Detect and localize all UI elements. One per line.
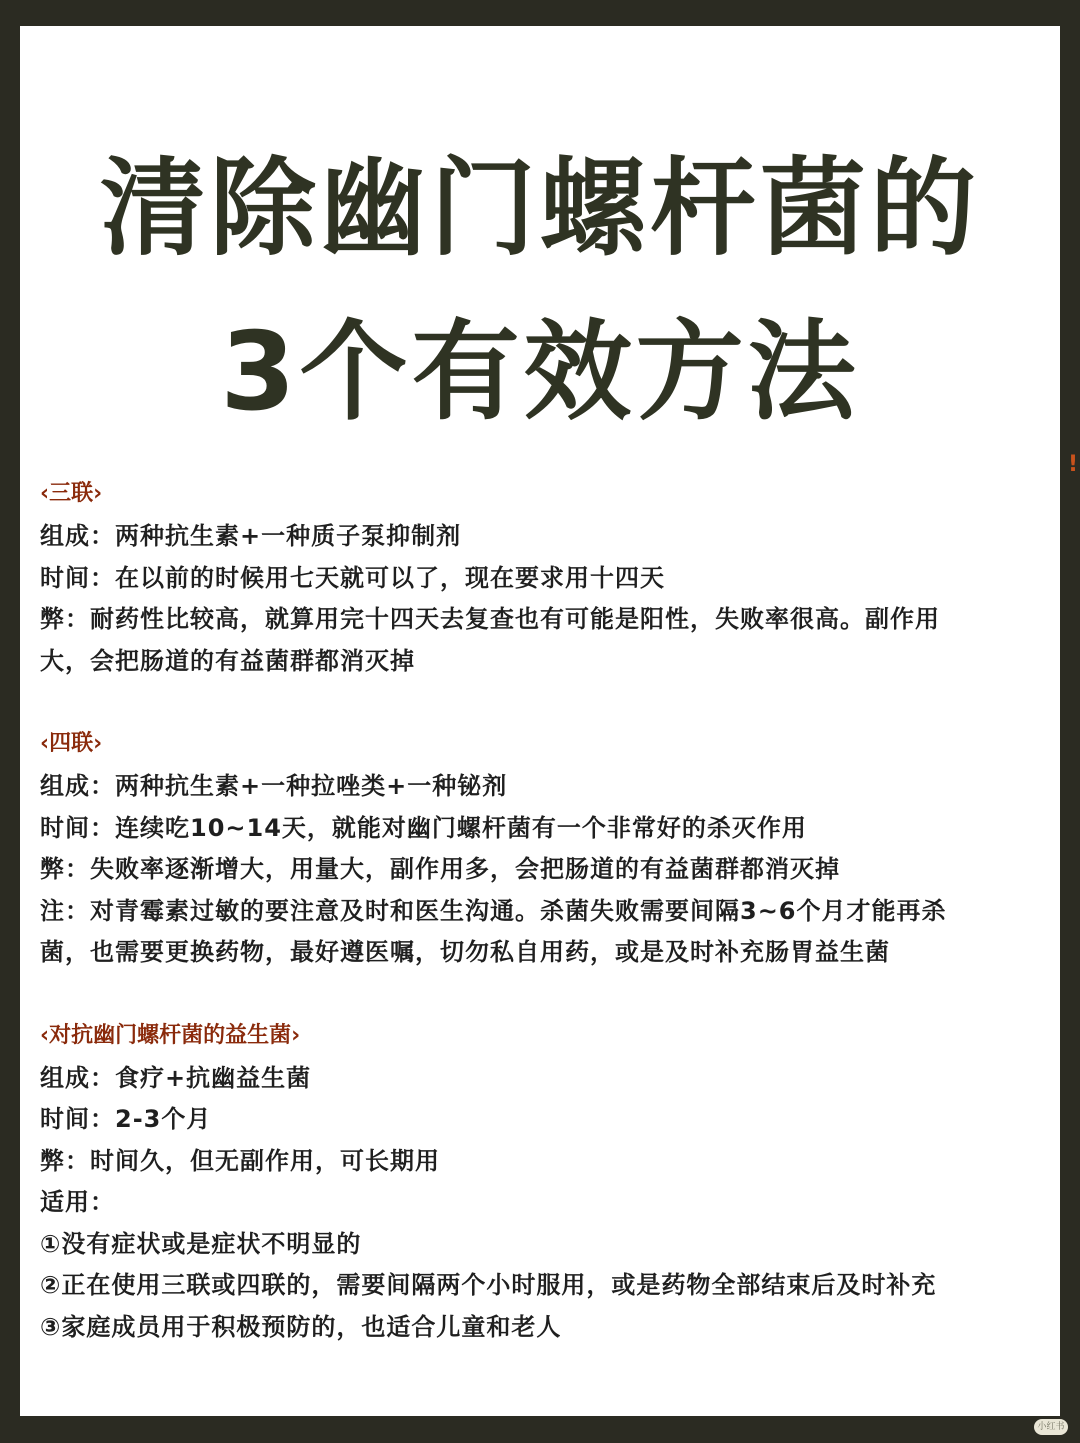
text-line: 时间：连续吃10~14天，就能对幽门螺杆菌有一个非常好的杀灭作用 [40,813,807,842]
text-line: 弊：耐药性比较高，就算用完十四天去复查也有可能是阳性，失败率很高。副作用 [40,605,940,633]
text-line: 组成：两种抗生素+一种质子泵抑制剂 [40,522,462,550]
text-line: 时间：在以前的时候用七天就可以了，现在要求用十四天 [40,563,665,592]
content-card [20,26,1060,1416]
text-line: 时间：2-3个月 [40,1105,212,1133]
article-body [40,472,1050,1388]
side-exclamation-mark: ! [1067,452,1078,477]
page-title-line-2: 3个有效方法 [220,310,860,435]
text-line: 弊：失败率逐渐增大，用量大，副作用多，会把肠道的有益菌群都消灭掉 [40,855,840,883]
text-line: 菌，也需要更换药物，最好遵医嘱，切勿私自用药，或是及时补充肠胃益生菌 [40,938,890,966]
list-item: ②正在使用三联或四联的，需要间隔两个小时服用，或是药物全部结束后及时补充 [40,1271,937,1299]
page-title-line-1: 清除幽门螺杆菌的 [100,147,980,270]
text-line: 弊：时间久，但无副作用，可长期用 [40,1146,440,1175]
list-item: ③家庭成员用于积极预防的，也适合儿童和老人 [40,1312,562,1341]
text-line: 适用： [40,1188,115,1216]
section-probiotics [40,1014,1050,1349]
text-line: 组成：两种抗生素+一种拉唑类+一种铋剂 [40,772,508,800]
section-quadruple-therapy [40,722,1050,974]
section-triple-therapy [40,472,1050,682]
text-line: 注：对青霉素过敏的要注意及时和医生沟通。杀菌失败需要间隔3~6个月才能再杀 [40,896,947,925]
text-line: 组成：食疗+抗幽益生菌 [40,1063,312,1092]
list-item: ①没有症状或是症状不明显的 [40,1229,362,1258]
watermark-logo: 小红书 [1034,1419,1068,1435]
text-line: 大，会把肠道的有益菌群都消灭掉 [40,646,415,675]
section-heading: ‹三联› [40,481,103,506]
section-heading: ‹对抗幽门螺杆菌的益生菌› [40,1022,301,1048]
section-heading: ‹四联› [40,731,103,756]
